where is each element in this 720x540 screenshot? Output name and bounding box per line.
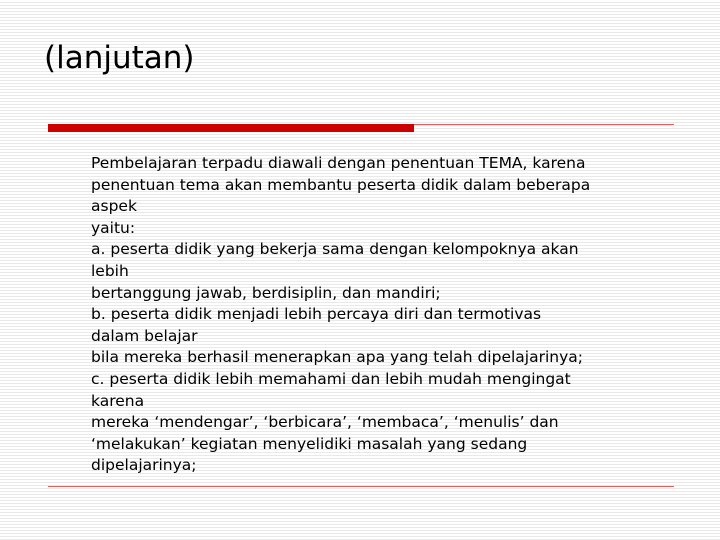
body-line: yaitu: bbox=[91, 218, 136, 237]
slide-title: (lanjutan) bbox=[44, 40, 195, 76]
body-line: Pembelajaran terpadu diawali dengan penentuan TEMA, karena bbox=[91, 154, 586, 172]
body-line: b. peserta didik menjadi lebih percaya diri dan termotivas bbox=[91, 305, 542, 324]
body-line: bila mereka berhasil menerapkan apa yang telah dipelajarinya; bbox=[91, 348, 583, 367]
title-accent-bar bbox=[48, 124, 414, 132]
body-line: dipelajarinya; bbox=[91, 456, 197, 475]
body-line: ‘melakukan’ kegiatan menyelidiki masalah yang sedang bbox=[91, 434, 528, 453]
body-line: mereka ‘mendengar’, ‘berbicara’, ‘membaca’, ‘menulis’ dan bbox=[91, 413, 559, 432]
slide-body-text bbox=[91, 153, 691, 477]
body-line: bertanggung jawab, berdisiplin, dan mandiri; bbox=[91, 283, 441, 302]
body-line: aspek bbox=[91, 197, 137, 216]
body-line: c. peserta didik lebih memahami dan lebih mudah mengingat bbox=[91, 369, 571, 388]
footer-divider-line bbox=[48, 486, 674, 487]
body-line: karena bbox=[91, 391, 145, 410]
body-line: penentuan tema akan membantu peserta didik dalam beberapa bbox=[91, 175, 591, 194]
body-line: dalam belajar bbox=[91, 326, 198, 345]
body-line: a. peserta didik yang bekerja sama dengan kelompoknya akan bbox=[91, 240, 579, 259]
body-line: lebih bbox=[91, 261, 129, 280]
